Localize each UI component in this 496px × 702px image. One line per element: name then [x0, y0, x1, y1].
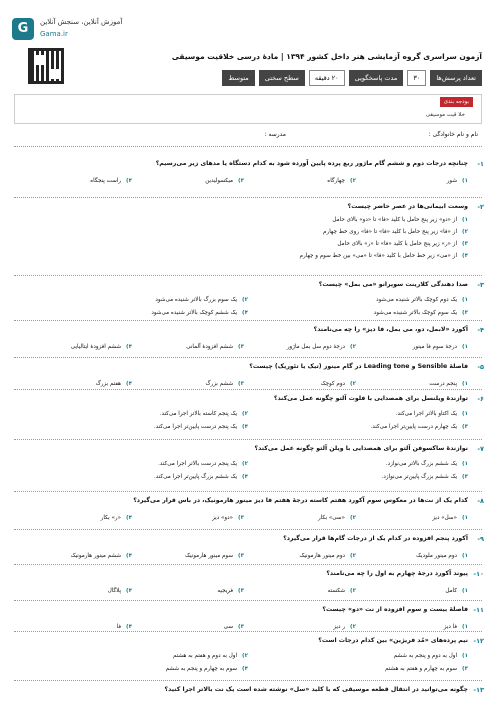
school-label: مدرسه :	[264, 131, 286, 138]
answer-option[interactable]	[382, 474, 468, 480]
student-name-label: نام و نام خانوادگی :	[428, 131, 478, 138]
option-number: ۳)	[238, 381, 244, 387]
answer-option[interactable]	[376, 297, 468, 303]
option-text: ر دیز	[333, 624, 346, 630]
gama-logo: G	[12, 18, 34, 40]
question-number: ۱-	[477, 160, 484, 168]
answer-option[interactable]	[371, 424, 469, 430]
option-number: ۱)	[462, 653, 468, 659]
divider	[14, 631, 482, 632]
divider	[14, 600, 482, 601]
exam-meta	[222, 70, 482, 86]
answer-option[interactable]	[337, 241, 468, 247]
topic-text: خلا قیت موسیقی	[425, 112, 465, 118]
divider	[14, 275, 482, 276]
exam-title: آزمون سراسری گروه آزمایشی هنر داخل کشور ۱۳۹۴ | مادهٔ درسی خلاقیت موسیقی	[171, 52, 482, 61]
option-text: یک اکتاو بالاتر اجرا می‌کند.	[395, 411, 458, 417]
option-number: ۳)	[462, 241, 468, 247]
answer-option[interactable]	[108, 588, 132, 594]
option-number: ۴)	[242, 474, 248, 480]
option-text: از «می» زیر خط حامل با کلید «فا» تا «می» بین خط سوم و چهارم	[299, 253, 458, 259]
option-number: ۱)	[462, 178, 468, 184]
question-number: ۴-	[477, 326, 484, 334]
option-text: از «دو» زیر پنج حامل با کلید «فا» تا «دو» بالای حامل	[332, 217, 458, 223]
option-number: ۳)	[462, 474, 468, 480]
answer-option[interactable]	[416, 553, 468, 559]
option-number: ۳)	[462, 310, 468, 316]
question-text: صدا دهندگی کلارینت سوپرانو «می بمل» چیست؟	[318, 281, 468, 288]
option-number: ۴)	[126, 588, 132, 594]
answer-option[interactable]	[332, 217, 468, 223]
option-text: چهارگاه	[327, 178, 346, 184]
option-number: ۳)	[462, 424, 468, 430]
option-text: ششم افزودهٔ آلمانی	[186, 344, 234, 350]
answer-option[interactable]	[101, 515, 132, 521]
option-text: سوم به چهارم و هفتم به هشتم	[385, 666, 458, 672]
answer-option[interactable]	[90, 178, 132, 184]
option-number: ۲)	[350, 381, 356, 387]
question-number: ۷-	[477, 445, 484, 453]
question-number: ۲-	[477, 203, 484, 211]
option-number: ۴)	[242, 424, 248, 430]
option-number: ۴)	[462, 253, 468, 259]
meta-count-label: تعداد پرسش‌ها	[430, 70, 482, 86]
answer-option[interactable]	[328, 588, 356, 594]
option-number: ۴)	[126, 344, 132, 350]
question-text: نوازندهٔ ساکسوفن آلتو برای همصدایی با ویلن آلتو چگونه عمل می‌کند؟	[254, 445, 468, 452]
answer-option[interactable]	[160, 411, 248, 417]
option-text: فا دیز	[443, 624, 458, 630]
question-text: فاصلهٔ Sensible و Leading tone در گام مینور (تیک یا تئوریک) چیست؟	[249, 363, 468, 370]
page-header	[0, 0, 496, 92]
option-text: ششم افزودهٔ ایتالیایی	[70, 344, 122, 350]
answer-option[interactable]	[374, 310, 468, 316]
option-number: ۱)	[462, 553, 468, 559]
option-number: ۳)	[238, 178, 244, 184]
option-text: درجهٔ دوم سل بمل ماژور	[286, 344, 346, 350]
topic-badge: بودجه بندی	[440, 97, 473, 107]
question-number: ۶-	[477, 395, 484, 403]
option-number: ۲)	[350, 178, 356, 184]
answer-option[interactable]	[205, 178, 244, 184]
option-text: سوم به چهارم و پنجم به ششم	[165, 666, 238, 672]
option-text: سی	[223, 624, 234, 630]
option-number: ۲)	[350, 624, 356, 630]
answer-option[interactable]	[173, 653, 248, 659]
option-number: ۲)	[350, 588, 356, 594]
answer-option[interactable]	[445, 588, 468, 594]
question-item	[12, 686, 484, 702]
answer-option[interactable]	[117, 624, 132, 630]
answer-option[interactable]	[155, 297, 248, 303]
question-item	[12, 535, 484, 575]
option-number: ۳)	[462, 666, 468, 672]
answer-option[interactable]	[151, 310, 248, 316]
option-text: یک سوم بزرگ بالاتر شنیده می‌شود	[155, 297, 238, 303]
answer-option[interactable]	[300, 253, 468, 259]
qr-code-icon	[28, 48, 64, 84]
divider	[14, 197, 482, 198]
option-text: پنجم درست	[429, 381, 458, 387]
option-number: ۱)	[462, 381, 468, 387]
topic-box	[14, 94, 482, 124]
question-text: کدام یک از نت‌ها در معکوس سوم آکورد هفتم کاسته درجهٔ هفتم فا دیز مینور هارمونیک، در باس قرار می‌گیرد؟	[133, 497, 468, 504]
option-text: راست پنجگاه	[90, 178, 122, 184]
answer-option[interactable]	[154, 424, 248, 430]
answer-option[interactable]	[396, 411, 468, 417]
answer-option[interactable]	[327, 178, 356, 184]
answer-option[interactable]	[224, 624, 244, 630]
option-number: ۲)	[242, 461, 248, 467]
question-item	[12, 637, 484, 677]
answer-option[interactable]	[205, 381, 244, 387]
option-text: یک سوم کوچک بالاتر شنیده می‌شود	[373, 310, 458, 316]
answer-option[interactable]	[217, 588, 244, 594]
question-text: چگونه می‌توانید در انتقال قطعه موسیقی که با کلید «سل» نوشته شده است یک نت بالاتر اجرا کنید؟	[164, 686, 468, 693]
answer-option[interactable]	[287, 344, 356, 350]
option-text: یک ششم بزرگ پایین‌تر اجرا می‌کند.	[154, 474, 238, 480]
question-text: توازندهٔ ویلنسل برای همصدایی با فلوت آلتو چگونه عمل می‌کند؟	[273, 395, 468, 402]
question-number: ۱۱-	[473, 606, 484, 614]
option-text: یک دوم کوچک بالاتر شنیده می‌شود	[376, 297, 458, 303]
option-text: شور	[446, 178, 458, 184]
option-text: یک چهارم درست پایین‌تر اجرا می‌کند.	[370, 424, 458, 430]
answer-option[interactable]	[432, 515, 468, 521]
question-text: فاصلهٔ بیست و سوم افزوده از نت «دو» چیست؟	[322, 606, 468, 613]
divider	[14, 680, 482, 681]
question-text: آکورد پنجم افزوده در کدام یک از درجات گام‌ها قرار می‌گیرد؟	[283, 535, 468, 542]
option-number: ۳)	[238, 344, 244, 350]
option-number: ۲)	[242, 653, 248, 659]
answer-option[interactable]	[158, 461, 248, 467]
divider	[14, 529, 482, 530]
answer-option[interactable]	[321, 381, 356, 387]
answer-option[interactable]	[71, 344, 132, 350]
option-text: یک پنجم درست بالاتر اجرا می‌کند.	[158, 461, 238, 467]
option-number: ۴)	[242, 310, 248, 316]
question-item	[12, 445, 484, 485]
option-text: از «ر» زیر پنج حامل با کلید «فا» تا «ر» بالای حامل	[337, 241, 458, 247]
option-number: ۱)	[462, 515, 468, 521]
answer-option[interactable]	[185, 553, 244, 559]
option-text: یک ششم بزرگ پایین‌تر می‌نوازد.	[381, 474, 458, 480]
question-item	[12, 160, 484, 200]
option-text: «ر» بکار	[100, 515, 122, 521]
question-text: آکورد «لابمل، دو، می بمل، فا دیز» را چه می‌نامند؟	[313, 326, 468, 333]
option-number: ۳)	[238, 588, 244, 594]
answer-option[interactable]	[96, 381, 132, 387]
option-text: «سی» بکار	[317, 515, 346, 521]
option-text: یک پنجم درست پایین‌تر اجرا می‌کند.	[153, 424, 238, 430]
meta-duration-value: ۲۰ دقیقه	[309, 70, 345, 86]
question-item	[12, 281, 484, 321]
divider	[14, 357, 482, 358]
question-item	[12, 395, 484, 435]
option-number: ۱)	[462, 624, 468, 630]
option-number: ۳)	[238, 553, 244, 559]
option-number: ۱)	[462, 461, 468, 467]
option-number: ۴)	[242, 666, 248, 672]
option-number: ۲)	[242, 411, 248, 417]
option-number: ۱)	[462, 344, 468, 350]
option-text: دوم کوچک	[320, 381, 346, 387]
question-text: چنانچه درجات دوم و ششم گام ماژور ربع پرده پایین آورده شود به کدام دستگاه یا مدهای زیر می‌رسیم؟	[155, 160, 468, 167]
question-item	[12, 497, 484, 537]
option-number: ۴)	[126, 515, 132, 521]
answer-option[interactable]	[166, 666, 248, 672]
answer-option[interactable]	[444, 624, 468, 630]
option-text: ششم مینور هارمونیک	[70, 553, 122, 559]
option-text: فریجیه	[217, 588, 234, 594]
question-number: ۹-	[477, 535, 484, 543]
question-number: ۱۰-	[473, 570, 484, 578]
option-text: از «فا» زیر پنج حامل با کلید «فا» تا «فا» روی خط چهارم	[323, 229, 458, 235]
option-text: «سل» دیز	[432, 515, 458, 521]
option-text: سوم مینور هارمونیک	[184, 553, 234, 559]
option-text: «دو» دیز	[212, 515, 234, 521]
option-text: ششم بزرگ	[205, 381, 234, 387]
answer-option[interactable]	[186, 344, 244, 350]
option-text: اول به دوم و پنجم به ششم	[393, 653, 458, 659]
answer-option[interactable]	[386, 461, 468, 467]
answer-option[interactable]	[333, 624, 356, 630]
option-number: ۱)	[462, 411, 468, 417]
answer-option[interactable]	[413, 344, 468, 350]
option-number: ۱)	[462, 217, 468, 223]
option-text: یک ششم کوچک بالاتر شنیده می‌شود	[151, 310, 238, 316]
meta-difficulty-label: سطح سختی	[259, 70, 305, 86]
option-text: درجهٔ سوم فا مینور	[412, 344, 458, 350]
option-number: ۲)	[462, 229, 468, 235]
option-number: ۲)	[242, 297, 248, 303]
question-item	[12, 203, 484, 259]
option-text: پلاگال	[107, 588, 122, 594]
student-info-row	[14, 131, 482, 145]
brand-tagline: آموزش آنلاین، سنجش آنلاین	[40, 18, 123, 26]
option-number: ۴)	[126, 553, 132, 559]
option-text: یک ششم بزرگ بالاتر می‌نوازد.	[385, 461, 458, 467]
option-number: ۳)	[238, 515, 244, 521]
answer-option[interactable]	[299, 553, 356, 559]
question-number: ۳-	[477, 281, 484, 289]
question-number: ۸-	[477, 497, 484, 505]
question-number: ۱۳-	[473, 686, 484, 694]
option-number: ۱)	[462, 297, 468, 303]
option-text: شکسته	[327, 588, 346, 594]
option-text: میکسولیدین	[205, 178, 234, 184]
option-text: هفتم بزرگ	[95, 381, 122, 387]
answer-option[interactable]	[323, 229, 468, 235]
meta-difficulty-value: متوسط	[222, 70, 254, 86]
meta-duration-label: مدت پاسخگویی	[349, 70, 404, 86]
question-number: ۱۲-	[473, 637, 484, 645]
meta-count-value: ۳۰	[407, 70, 426, 86]
question-number: ۵-	[477, 363, 484, 371]
option-text: فا	[116, 624, 122, 630]
answer-option[interactable]	[154, 474, 248, 480]
question-text: پیوند آکورد درجهٔ چهارم به اول را چه می‌نامند؟	[326, 570, 468, 577]
answer-option[interactable]	[212, 515, 244, 521]
option-text: دوم مینور هارمونیک	[299, 553, 346, 559]
option-number: ۱)	[462, 588, 468, 594]
question-item	[12, 326, 484, 366]
answer-option[interactable]	[318, 515, 356, 521]
option-text: کامل	[445, 588, 458, 594]
option-number: ۴)	[126, 624, 132, 630]
divider	[14, 389, 482, 390]
option-number: ۲)	[350, 344, 356, 350]
divider	[14, 320, 482, 321]
divider	[14, 491, 482, 492]
question-text: وسعت ابیمانی‌ها در عصر حاضر چیست؟	[347, 203, 468, 210]
option-number: ۴)	[126, 381, 132, 387]
divider	[14, 564, 482, 565]
divider	[14, 146, 482, 147]
question-item	[12, 570, 484, 610]
answer-option[interactable]	[394, 653, 468, 659]
answer-option[interactable]	[447, 178, 468, 184]
answer-option[interactable]	[71, 553, 132, 559]
option-number: ۴)	[126, 178, 132, 184]
option-number: ۳)	[238, 624, 244, 630]
option-text: دوم مینور ملودیک	[416, 553, 458, 559]
answer-option[interactable]	[429, 381, 468, 387]
option-text: اول به دوم و هفتم به هشتم	[173, 653, 238, 659]
answer-option[interactable]	[385, 666, 468, 672]
option-number: ۲)	[350, 515, 356, 521]
option-number: ۲)	[350, 553, 356, 559]
brand-site[interactable]: Gama.ir	[40, 30, 68, 38]
question-text: نیم پرده‌های «مُد فریژین» بین کدام درجات است؟	[318, 637, 468, 644]
option-text: یک پنجم کاسته بالاتر اجرا می‌کند.	[159, 411, 238, 417]
divider	[14, 439, 482, 440]
